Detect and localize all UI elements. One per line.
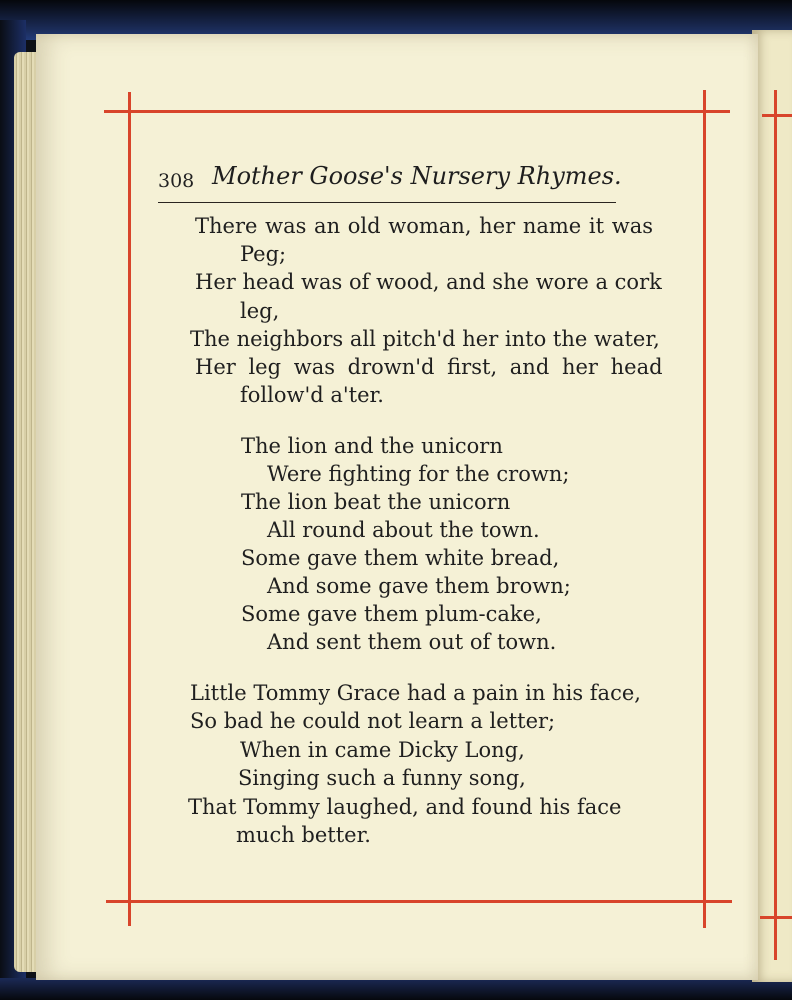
border-rule-right: [703, 90, 706, 928]
poem-line: leg,: [240, 299, 280, 323]
running-head: [158, 160, 622, 203]
poem-line: So bad he could not learn a letter;: [190, 709, 556, 733]
poem-line: The neighbors all pitch'd her into the water,: [190, 327, 660, 351]
facing-page-rule-vertical: [774, 90, 777, 960]
poem-line: And sent them out of town.: [267, 630, 557, 654]
poem-line: Little Tommy Grace had a pain in his face,: [190, 681, 641, 705]
poem-line: Her leg was drown'd first, and her head: [195, 355, 663, 379]
poem-line: The lion beat the unicorn: [241, 490, 511, 514]
poem-line: Some gave them plum-cake,: [241, 602, 542, 626]
poem-line: Some gave them white bread,: [241, 546, 560, 570]
poem-line: Were fighting for the crown;: [267, 462, 570, 486]
border-rule-top: [104, 110, 730, 113]
poem-line: follow'd a'ter.: [240, 383, 384, 407]
poem-line: The lion and the unicorn: [241, 434, 503, 458]
poem-line: Peg;: [240, 242, 287, 266]
poem-line: Her head was of wood, and she wore a cork: [195, 270, 662, 294]
border-rule-bottom: [106, 900, 732, 903]
poem-line: And some gave them brown;: [267, 574, 571, 598]
book-title: Mother Goose's Nursery Rhymes.: [212, 162, 622, 190]
poem-line: All round about the town.: [267, 518, 540, 542]
facing-page-rule-top: [762, 114, 792, 117]
book-cover-bottom: [0, 978, 792, 1000]
poem-line: That Tommy laughed, and found his face: [188, 795, 622, 819]
poem-line: When in came Dicky Long,: [240, 738, 525, 762]
poem-line: much better.: [236, 823, 371, 847]
facing-page-rule-bottom: [760, 916, 792, 919]
border-rule-left: [128, 92, 131, 926]
poem-line: There was an old woman, her name it was: [195, 214, 654, 238]
page-number: 308: [158, 170, 195, 192]
poem-line: Singing such a funny song,: [238, 766, 526, 790]
facing-page-edge: [752, 30, 792, 982]
